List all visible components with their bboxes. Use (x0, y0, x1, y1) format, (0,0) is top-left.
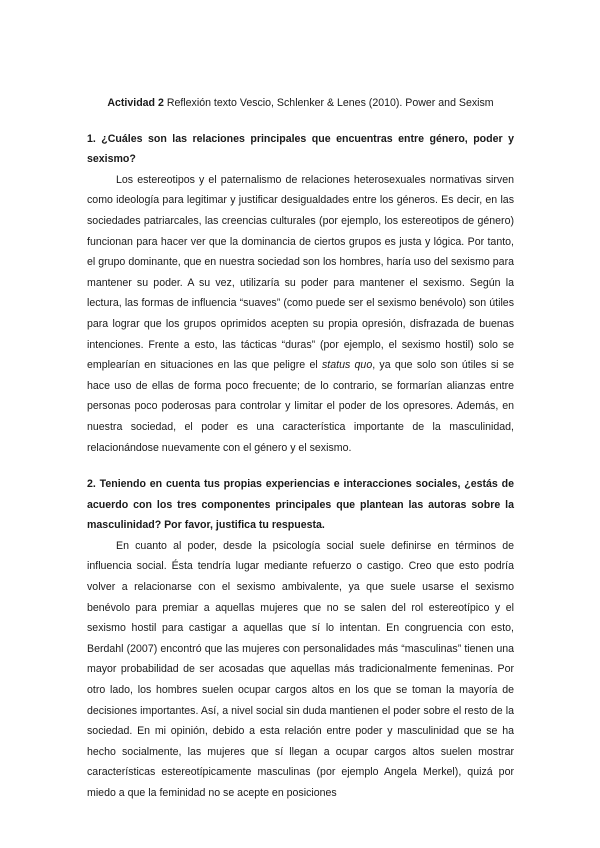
question-2: 2. Teniendo en cuenta tus propias experiencias e interacciones sociales, ¿estás de acuerdo con los tres componentes principales que plantean las autoras sobre la masculinidad? Por favor, justifica tu respuesta. (87, 478, 514, 532)
document-body (87, 93, 514, 804)
document-title (87, 93, 514, 114)
answer-1-part-1: Los estereotipos y el paternalismo de relaciones heterosexuales normativas sirven como ideología para legitimar y justificar desigualdades entre los géneros. Es decir, en las sociedades patriarcales, las creencias culturales (por ejemplo, los estereotipos de género) funcionan para hacer ver que la dominancia de ciertos grupos es justa y lógica. Por tanto, el grupo dominante, que en nuestra sociedad son los hombres, haría uso del sexismo para mantener su poder. A su vez, utilizaría su poder para mantener el sexismo. Según la lectura, las formas de influencia “suaves” (como puede ser el sexismo benévolo) son útiles para lograr que los grupos oprimidos acepten su propia opresión, disfrazada de buenas intenciones. Frente a esto, las tácticas “duras” (por ejemplo, el sexismo hostil) solo se emplearían en situaciones en las que peligre el (87, 173, 514, 372)
title-text: Reflexión texto Vescio, Schlenker & Lenes (2010). Power and Sexism (163, 97, 494, 109)
answer-2: En cuanto al poder, desde la psicología social suele definirse en términos de influencia social. Ésta tendría lugar mediante refuerzo o castigo. Creo que esto podría volver a relacionarse con el sexismo ambivalente, ya que suele usarse el sexismo benévolo para premiar a aquellas mujeres que no se salen del rol estereotípico y el sexismo hostil para castigar a aquellas que sí lo intentan. En congruencia con esto, Berdahl (2007) encontró que las mujeres con personalidades más “masculinas” tienen una mayor probabilidad de ser acosadas que aquellas más tradicionalmente femeninas. Por otro lado, los hombres suelen ocupar cargos altos en los que se toman la mayoría de decisiones importantes. Así, a nivel social sin duda mantienen el poder sobre el resto de la sociedad. En mi opinión, debido a esta relación entre poder y masculinidad que se ha hecho socialmente, las mujeres que sí llegan a ocupar cargos altos suelen mostrar características estereotípicamente masculinas (por ejemplo Angela Merkel), quizá por miedo a que la feminidad no se acepte en posiciones (87, 539, 514, 799)
answer-1-italic-term: status quo (322, 359, 373, 372)
answer-1-part-2: , ya que solo son útiles si se hace uso de ellas de forma poco frecuente; de lo contrario, se formarían alianzas entre personas poco poderosas para controlar y limitar el poder de los opresores. Además, en nuestra sociedad, el poder es una característica importante de la masculinidad, relacionándose nuevamente con el género y el sexismo. (87, 359, 514, 454)
question-1: 1. ¿Cuáles son las relaciones principales que encuentras entre género, poder y sexismo? (87, 132, 514, 166)
activity-label: Actividad 2 (107, 97, 164, 109)
answer-1 (87, 170, 514, 458)
